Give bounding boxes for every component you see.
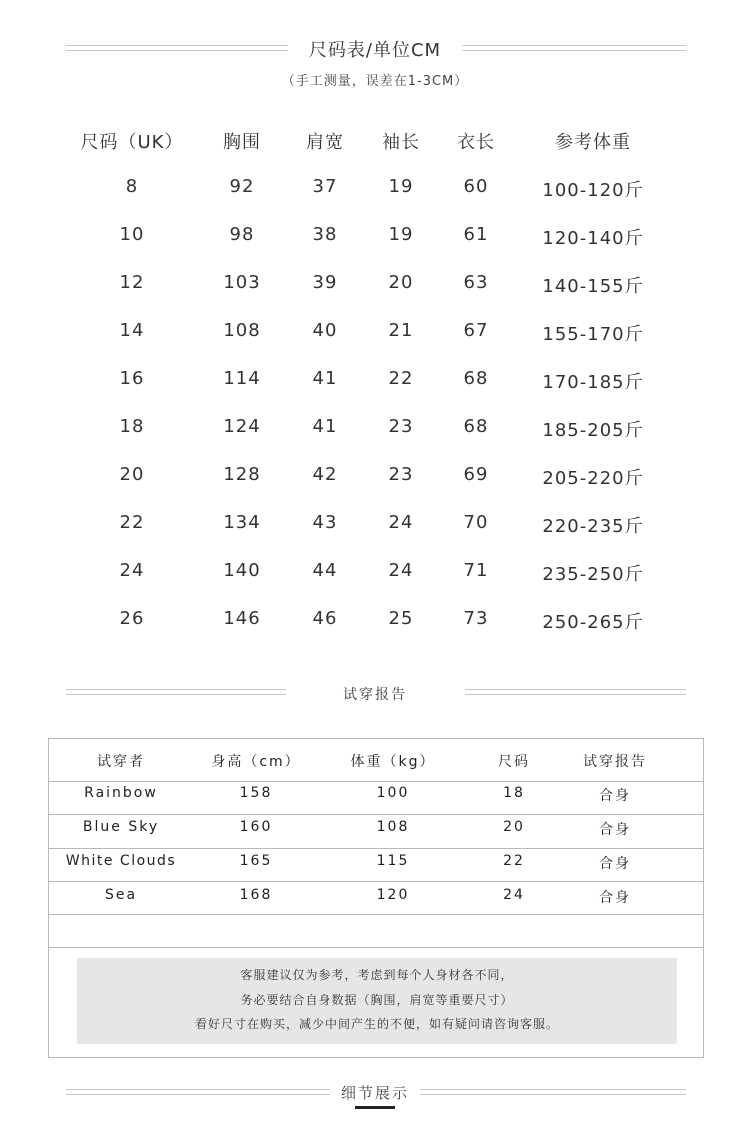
size-cell: 235-250斤 bbox=[542, 564, 644, 585]
size-cell: 146 bbox=[223, 608, 261, 629]
tryon-row-divider bbox=[49, 814, 703, 815]
size-cell: 220-235斤 bbox=[542, 516, 644, 537]
size-header-weight: 参考体重 bbox=[555, 132, 631, 153]
tryon-report-title: 试穿报告 bbox=[343, 687, 407, 703]
size-cell: 24 bbox=[119, 560, 145, 581]
size-cell: 22 bbox=[388, 368, 414, 389]
size-cell: 98 bbox=[229, 224, 255, 245]
size-cell: 205-220斤 bbox=[542, 468, 644, 489]
tryon-cell: 合身 bbox=[599, 856, 631, 872]
tryon-header-size: 尺码 bbox=[498, 754, 530, 770]
size-cell: 68 bbox=[463, 368, 489, 389]
tryon-row-divider bbox=[49, 881, 703, 882]
tryon-report-table bbox=[48, 738, 704, 1058]
tryon-row-divider bbox=[49, 914, 703, 915]
size-cell: 92 bbox=[229, 176, 255, 197]
size-cell: 140-155斤 bbox=[542, 276, 644, 297]
size-cell: 250-265斤 bbox=[542, 612, 644, 633]
size-cell: 61 bbox=[463, 224, 489, 245]
tryon-cell: 160 bbox=[239, 819, 273, 835]
size-header-shoulder: 肩宽 bbox=[306, 132, 344, 153]
size-cell: 26 bbox=[119, 608, 145, 629]
size-cell: 23 bbox=[388, 464, 414, 485]
size-cell: 71 bbox=[463, 560, 489, 581]
tryon-cell: 合身 bbox=[599, 890, 631, 906]
advice-note-line: 务必要结合自身数据（胸围，肩宽等重要尺寸） bbox=[240, 993, 514, 1007]
tryon-cell: Blue Sky bbox=[82, 819, 160, 835]
size-cell: 124 bbox=[223, 416, 261, 437]
tryon-cell: 120 bbox=[376, 887, 410, 903]
tryon-cell: 22 bbox=[503, 853, 525, 869]
size-cell: 41 bbox=[312, 416, 338, 437]
tryon-row-divider bbox=[49, 781, 703, 782]
tryon-cell: 158 bbox=[239, 785, 273, 801]
size-cell: 39 bbox=[312, 272, 338, 293]
detail-section-title: 细节展示 bbox=[340, 1084, 409, 1102]
size-cell: 73 bbox=[463, 608, 489, 629]
size-cell: 103 bbox=[223, 272, 261, 293]
advice-note bbox=[77, 958, 677, 1044]
size-cell: 20 bbox=[388, 272, 414, 293]
tryon-cell: 24 bbox=[503, 887, 525, 903]
size-cell: 120-140斤 bbox=[542, 228, 644, 249]
tryon-header-height: 身高（cm） bbox=[211, 754, 301, 770]
advice-note-line: 客服建议仅为参考，考虑到每个人身材各不同， bbox=[240, 968, 514, 982]
size-cell: 24 bbox=[388, 560, 414, 581]
size-cell: 19 bbox=[388, 176, 414, 197]
tryon-header-name: 试穿者 bbox=[97, 754, 145, 770]
tryon-cell: 合身 bbox=[599, 822, 631, 838]
tryon-cell: 168 bbox=[239, 887, 273, 903]
size-cell: 42 bbox=[312, 464, 338, 485]
size-header-chest: 胸围 bbox=[223, 132, 261, 153]
size-cell: 114 bbox=[223, 368, 261, 389]
size-cell: 63 bbox=[463, 272, 489, 293]
size-cell: 10 bbox=[119, 224, 145, 245]
size-cell: 14 bbox=[119, 320, 145, 341]
tryon-cell: 20 bbox=[503, 819, 525, 835]
tryon-cell: Rainbow bbox=[84, 785, 158, 801]
size-cell: 68 bbox=[463, 416, 489, 437]
detail-title-underline bbox=[355, 1106, 395, 1109]
size-cell: 60 bbox=[463, 176, 489, 197]
size-cell: 25 bbox=[388, 608, 414, 629]
size-cell: 69 bbox=[463, 464, 489, 485]
tryon-header-weight: 体重（kg） bbox=[350, 754, 436, 770]
size-cell: 44 bbox=[312, 560, 338, 581]
size-cell: 38 bbox=[312, 224, 338, 245]
size-chart-subtitle: （手工测量，误差在1-3CM） bbox=[281, 74, 469, 89]
size-cell: 12 bbox=[119, 272, 145, 293]
size-cell: 140 bbox=[223, 560, 261, 581]
size-cell: 40 bbox=[312, 320, 338, 341]
size-chart-title: 尺码表/单位CM bbox=[308, 40, 442, 61]
tryon-cell: White Clouds bbox=[65, 853, 177, 869]
size-cell: 20 bbox=[119, 464, 145, 485]
size-cell: 19 bbox=[388, 224, 414, 245]
size-header-size: 尺码（UK） bbox=[80, 132, 184, 153]
tryon-cell: 115 bbox=[376, 853, 410, 869]
size-cell: 128 bbox=[223, 464, 261, 485]
size-cell: 100-120斤 bbox=[542, 180, 644, 201]
size-cell: 46 bbox=[312, 608, 338, 629]
size-cell: 16 bbox=[119, 368, 145, 389]
size-cell: 18 bbox=[119, 416, 145, 437]
tryon-cell: 合身 bbox=[599, 788, 631, 804]
tryon-row-divider bbox=[49, 848, 703, 849]
size-cell: 185-205斤 bbox=[542, 420, 644, 441]
tryon-cell: 108 bbox=[376, 819, 410, 835]
size-cell: 37 bbox=[312, 176, 338, 197]
tryon-row-divider bbox=[49, 947, 703, 948]
advice-note-line: 看好尺寸在购买，减少中间产生的不便，如有疑问请咨询客服。 bbox=[194, 1017, 559, 1031]
size-cell: 70 bbox=[463, 512, 489, 533]
size-cell: 41 bbox=[312, 368, 338, 389]
size-header-sleeve: 袖长 bbox=[382, 132, 420, 153]
size-cell: 23 bbox=[388, 416, 414, 437]
tryon-cell: 165 bbox=[239, 853, 273, 869]
size-cell: 155-170斤 bbox=[542, 324, 644, 345]
size-cell: 170-185斤 bbox=[542, 372, 644, 393]
size-cell: 22 bbox=[119, 512, 145, 533]
tryon-cell: 18 bbox=[503, 785, 525, 801]
tryon-header-report: 试穿报告 bbox=[583, 754, 647, 770]
tryon-cell: 100 bbox=[376, 785, 410, 801]
size-cell: 8 bbox=[125, 176, 139, 197]
size-cell: 21 bbox=[388, 320, 414, 341]
size-cell: 67 bbox=[463, 320, 489, 341]
size-cell: 134 bbox=[223, 512, 261, 533]
tryon-cell: Sea bbox=[104, 887, 138, 903]
size-header-length: 衣长 bbox=[457, 132, 495, 153]
size-cell: 43 bbox=[312, 512, 338, 533]
size-cell: 108 bbox=[223, 320, 261, 341]
size-cell: 24 bbox=[388, 512, 414, 533]
